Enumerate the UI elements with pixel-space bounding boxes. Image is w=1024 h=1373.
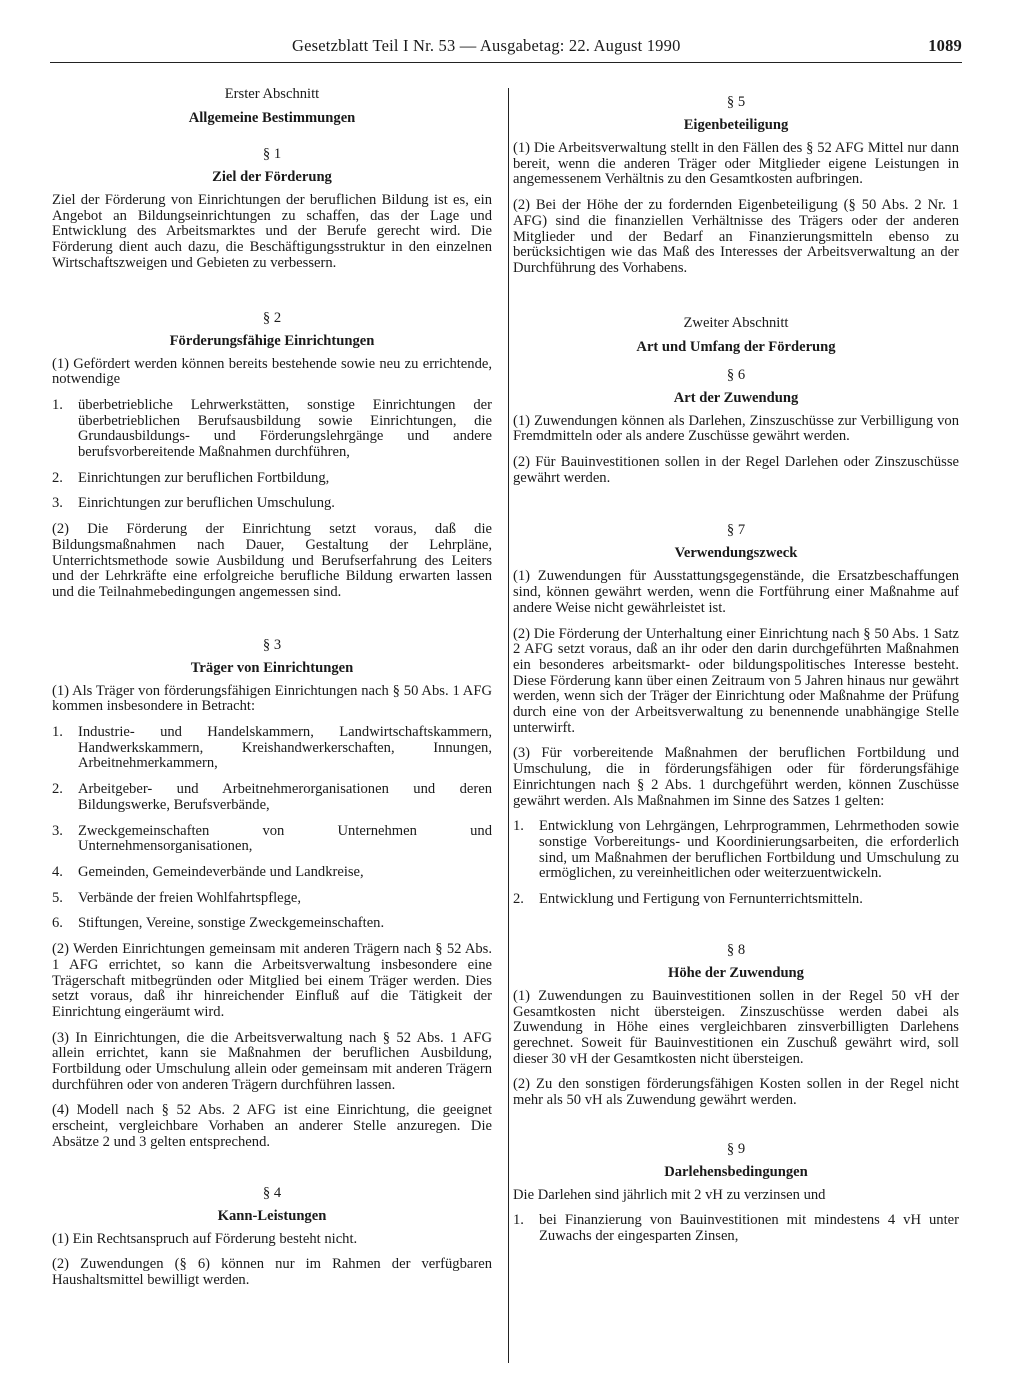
paragraph-number: § 2: [262, 309, 282, 326]
paragraph-text: (2) Die Förderung der Unterhaltung einer Einrichtung nach § 50 Abs. 1 Satz 2 AFG setzt voraus, daß an ihr oder den darin durchgeführten Maßnahmen ein besonderes arbeitsmarkt- oder bildungspolitisches Interesse besteht. Diese Förderung kann über einen Zeitraum von 5 Jahren hinaus nur gewährt werden, wenn sich der Träger der Einrichtung oder Maßnahme der Prüfung durch eine von der Arbeitsverwaltung zu benennende unabhängige Stelle unterwirft.: [513, 625, 959, 736]
page-number: 1089: [928, 36, 962, 55]
list-item: [52, 496, 492, 512]
paragraph-text: (1) Gefördert werden können bereits bestehende sowie neu zu errichtende, notwendige: [52, 355, 492, 388]
list-item: [52, 725, 492, 772]
paragraph-8: [513, 942, 959, 1109]
paragraph-number: § 6: [726, 366, 746, 383]
paragraph-text: Ziel der Förderung von Einrichtungen der beruflichen Bildung ist es, ein Angebot an Bildungseinrichtungen zu schaffen, das der Lage und Entwicklung des Arbeitsmarktes und der Berufe gerecht wird. Die Förderung dient auch dazu, die Beschäftigungsstruktur in den einzelnen Wirtschaftszweigen und Gebieten zu verbessern.: [52, 192, 492, 271]
paragraph-text: (4) Modell nach § 52 Abs. 2 AFG ist eine Einrichtung, die geeignet erscheint, vergleichbare Vorhaben an anderer Stelle anzuregen. Die Absätze 2 und 3 gelten entsprechend.: [52, 1102, 492, 1150]
paragraph-3: [52, 637, 492, 1151]
section-part-title: Allgemeine Bestimmungen: [188, 110, 356, 126]
paragraph-text: (2) Zuwendungen (§ 6) können nur im Rahmen der verfügbaren Haushaltsmittel bewilligt werden.: [52, 1256, 492, 1288]
list-item: [52, 891, 492, 907]
paragraph-title: Ziel der Förderung: [212, 169, 332, 185]
paragraph-text: (1) Zuwendungen zu Bauinvestitionen sollen in der Regel 50 vH der Gesamtkosten nicht übersteigen. Zinszuschüsse werden dabei als Zuwendung in Höhe eines vergleichbaren zinsverbilligten Darlehens gerechnet. Soweit für Bauinvestitionen ein Zuschuß gewährt wird, soll dieser 30 vH der Gesamtkosten nicht übersteigen.: [513, 987, 959, 1067]
list-item: [52, 471, 492, 487]
list-item: [52, 865, 492, 881]
paragraph-2: [52, 310, 492, 601]
paragraph-number: § 9: [726, 1140, 746, 1157]
list-text: Industrie- und Handelskammern, Landwirtschaftskammern, Handwerkskammern, Kreishandwerkerschaften, Innungen, Arbeitnehmerkammern,: [78, 724, 492, 772]
section-part-label: Erster Abschnitt: [224, 86, 320, 102]
list-number: 6.: [52, 915, 63, 932]
page-header: [50, 36, 962, 60]
list-item: [52, 782, 492, 813]
list-item: [52, 824, 492, 855]
section-part-label: Zweiter Abschnitt: [683, 314, 789, 331]
list-number: 1.: [52, 724, 63, 741]
paragraph-9: [513, 1141, 959, 1245]
list-number: 3.: [52, 495, 63, 512]
paragraph-text: (3) Für vorbereitende Maßnahmen der beruflichen Fortbildung und Umschulung, die in förderungsfähigen oder für förderungsfähige Einrichtungen nach § 2 Abs. 1 durchgeführt werden, können Zuschüsse gewährt werden. Als Maßnahmen im Sinne des Satzes 1 gelten:: [513, 745, 959, 809]
header-rule: [50, 62, 962, 63]
paragraph-title: Eigenbeteiligung: [683, 117, 789, 133]
paragraph-text: (1) Zuwendungen können als Darlehen, Zinszuschüsse zur Verbilligung von Fremdmitteln oder als andere Zuschüsse gewährt werden.: [513, 412, 959, 445]
list-item: [513, 819, 959, 882]
list-number: 2.: [52, 781, 63, 798]
list-item: [513, 892, 959, 908]
list-number: 5.: [52, 889, 63, 906]
paragraph-title: Art der Zuwendung: [673, 389, 799, 406]
column-divider: [508, 88, 509, 1363]
paragraph-text: (1) Die Arbeitsverwaltung stellt in den Fällen des § 52 AFG Mittel nur dann bereit, wenn die anderen Träger oder Mitglieder eigene Leistungen in angemessenem Verhältnis zu den Gesamtkosten aufbringen.: [513, 140, 959, 188]
paragraph-7: [513, 522, 959, 907]
list-text: Stiftungen, Vereine, sonstige Zweckgemeinschaften.: [78, 915, 385, 932]
paragraph-title: Verwendungszweck: [674, 545, 798, 562]
paragraph-text: (2) Die Förderung der Einrichtung setzt voraus, daß die Bildungsmaßnahmen nach Dauer, Gestaltung der Lehrpläne, Unterrichtsmethode sowie Ausbildung und Berufserfahrung des Leiters und der Lehrkräfte eine erfolgreiche berufliche Bildung erwarten lassen und die Teilnahmebedingungen angemessen sind.: [52, 521, 492, 600]
right-column: [513, 86, 959, 1273]
paragraph-text: (1) Ein Rechtsanspruch auf Förderung besteht nicht.: [52, 1230, 358, 1247]
list-text: überbetriebliche Lehrwerkstätten, sonstige Einrichtungen der überbetrieblichen Berufsausbildung sowie Einrichtungen, die Grundausbildungs- und Förderungslehrgänge und andere berufsvorbereitende Maßnahmen durchführen,: [78, 396, 492, 461]
list-text: Einrichtungen zur beruflichen Fortbildung,: [78, 469, 330, 486]
list-text: Zweckgemeinschaften von Unternehmen und Unternehmensorganisationen,: [78, 822, 492, 855]
paragraph-text: (2) Bei der Höhe der zu fordernden Eigenbeteiligung (§ 50 Abs. 2 Nr. 1 AFG) sind die finanziellen Verhältnisse des Trägers oder der anderen Mitglieder und der Bedarf an Finanzierungsmitteln ebenso zu berücksichtigen wie das Maß des Interesses der Arbeitsverwaltung an der Durchführung des Vorhabens.: [513, 197, 959, 276]
paragraph-number: § 1: [262, 146, 282, 162]
paragraph-1: [52, 146, 492, 272]
gazette-title: Gesetzblatt Teil I Nr. 53 — Ausgabetag: 22. August 1990: [292, 36, 681, 55]
list-number: 2.: [513, 891, 524, 908]
paragraph-title: Förderungsfähige Einrichtungen: [169, 332, 375, 349]
paragraph-title: Höhe der Zuwendung: [668, 964, 804, 981]
paragraph-text: Die Darlehen sind jährlich mit 2 vH zu verzinsen und: [513, 1186, 826, 1203]
paragraph-text: (2) Werden Einrichtungen gemeinsam mit anderen Trägern nach § 52 Abs. 1 AFG errichtet, so kann die Arbeitsverwaltung insbesondere eine Trägerschaft mitbegründen oder Mitglied bei einem Träger werden. Dies setzt voraus, daß ihr hinreichender Einfluß auf die Tätigkeit der Einrichtung eingeräumt wird.: [52, 941, 492, 1020]
section-part-title: Art und Umfang der Förderung: [636, 338, 836, 355]
list-item: [52, 398, 492, 461]
list-number: 2.: [52, 469, 63, 486]
paragraph-title: Träger von Einrichtungen: [190, 659, 354, 676]
list-item: [513, 1213, 959, 1244]
left-column: [52, 86, 492, 1317]
list-text: Einrichtungen zur beruflichen Umschulung.: [78, 495, 335, 512]
paragraph-number: § 3: [262, 636, 282, 653]
list-number: 3.: [52, 822, 63, 839]
paragraph-5: [513, 94, 959, 277]
list-text: Entwicklung von Lehrgängen, Lehrprogrammen, Lehrmethoden sowie sonstige Vorbereitungs- und Koordinierungsarbeiten, die erforderlich sind, um Maßnahmen der beruflichen Fortbildung und Umschulung zu ermöglichen, zu vereinheitlichen oder weiterzuentwickeln.: [539, 818, 959, 882]
paragraph-text: (1) Zuwendungen für Ausstattungsgegenstände, die Ersatzbeschaffungen sind, können gewährt werden, wenn die Fortführung einer Maßnahme auf andere Weise nicht gewährleistet ist.: [513, 568, 959, 616]
paragraph-number: § 8: [726, 941, 746, 958]
paragraph-title: Darlehensbedingungen: [664, 1163, 808, 1180]
paragraph-number: § 5: [726, 94, 746, 110]
list-text: Arbeitgeber- und Arbeitnehmerorganisationen und deren Bildungswerke, Berufsverbände,: [78, 781, 492, 813]
list-number: 4.: [52, 863, 63, 880]
list-text: bei Finanzierung von Bauinvestitionen mit mindestens 4 vH unter Zuwachs der eingesparten Zinsen,: [539, 1212, 959, 1245]
list-item: [52, 916, 492, 932]
paragraph-number: § 7: [726, 522, 746, 539]
paragraph-text: (2) Für Bauinvestitionen sollen in der Regel Darlehen oder Zinszuschüsse gewährt werden.: [513, 454, 959, 486]
list-number: 1.: [52, 396, 63, 413]
paragraph-number: § 4: [262, 1184, 282, 1201]
paragraph-text: (1) Als Träger von förderungsfähigen Einrichtungen nach § 50 Abs. 1 AFG kommen insbesondere in Betracht:: [52, 682, 492, 715]
list-text: Gemeinden, Gemeindeverbände und Landkreise,: [78, 863, 364, 880]
paragraph-text: (2) Zu den sonstigen förderungsfähigen Kosten sollen in der Regel nicht mehr als 50 vH als Zuwendung gewährt werden.: [513, 1076, 959, 1109]
list-number: 1.: [513, 1212, 524, 1229]
list-number: 1.: [513, 818, 524, 835]
list-text: Verbände der freien Wohlfahrtspflege,: [78, 889, 302, 906]
paragraph-4: [52, 1185, 492, 1289]
paragraph-title: Kann-Leistungen: [217, 1207, 327, 1224]
paragraph-6: [513, 367, 959, 487]
list-text: Entwicklung und Fertigung von Fernunterrichtsmitteln.: [539, 891, 863, 908]
paragraph-text: (3) In Einrichtungen, die die Arbeitsverwaltung nach § 52 Abs. 1 AFG allein errichtet, kann sie Maßnahmen der beruflichen Ausbildung, Fortbildung oder Umschulung allein oder gemeinsam mit anderen Trägern durchführen oder von anderen Trägern durchführen lassen.: [52, 1029, 492, 1093]
